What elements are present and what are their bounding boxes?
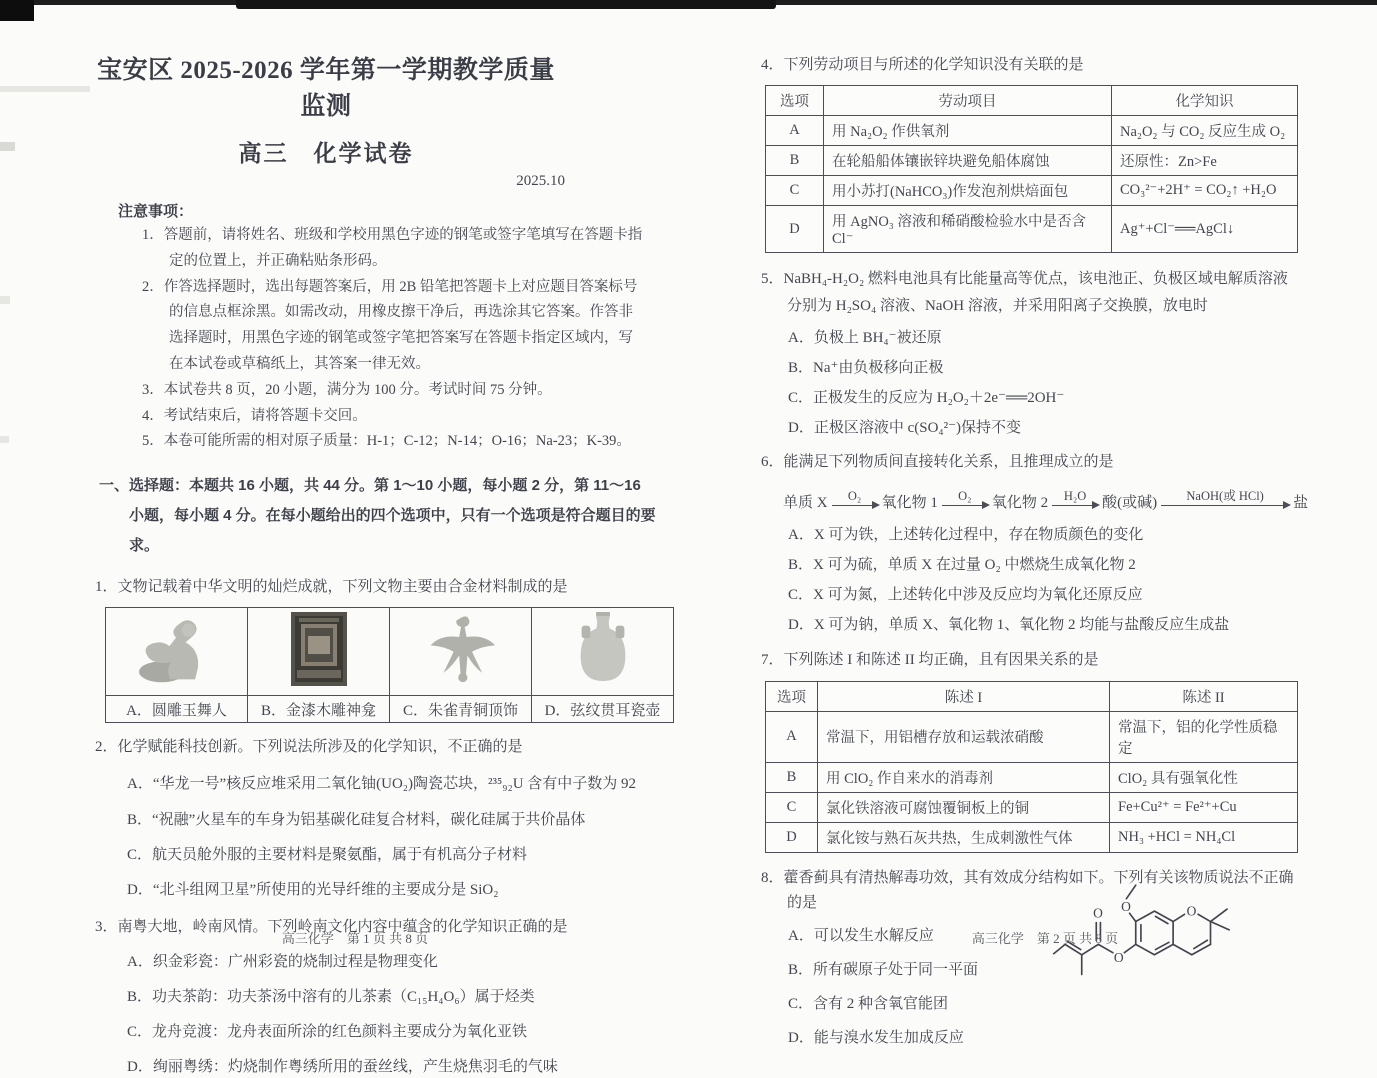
question-3-option-c: C．龙舟竞渡：龙舟表面所涂的红色颜料主要成分为氧化亚铁	[127, 1023, 528, 1040]
artifact-photo-porcelain-vase	[532, 608, 674, 696]
question-3-option-b: B．功夫茶韵：功夫茶汤中溶有的儿茶素（C₁₅H₄O₆）属于烃类	[127, 988, 535, 1005]
q7-header-statement-2: 陈述 II	[1110, 681, 1298, 711]
artifact-photo-jade-dancer	[106, 608, 248, 696]
notice-item: 5．本卷可能所需的相对原子质量：H-1；C-12；N-14；O-16；Na-23；K-39。	[142, 433, 631, 450]
q7-cell: ClO₂ 具有强氧化性	[1110, 762, 1298, 792]
question-2-option-b: B．“祝融”火星车的车身为铝基碳化硅复合材料，碳化硅属于共价晶体	[127, 811, 586, 828]
q7-cell: 用 ClO₂ 作自来水的消毒剂	[818, 762, 1110, 792]
arrow-shaft	[1052, 505, 1098, 507]
notice-title: 注意事项：	[118, 203, 194, 220]
q7-cell: 氯化铁溶液可腐蚀覆铜板上的铜	[818, 792, 1110, 822]
question-5-stem: 5．NaBH₄-H₂O₂ 燃料电池具有比能量高等优点，该电池正、负极区域电解质溶液分别为 H₂SO₄ 溶液、NaOH 溶液，并采用阳离子交换膜，放电时	[761, 271, 1288, 314]
q7-row-d	[766, 822, 1298, 852]
scan-streak	[0, 86, 90, 92]
arrow-label: O₂	[958, 489, 972, 503]
q4-cell: 用 AgNO₃ 溶液和稀硝酸检验水中是否含 Cl⁻	[824, 206, 1112, 253]
question-4-stem: 4．下列劳动项目与所述的化学知识没有关联的是	[761, 57, 1084, 73]
artifact-photo-wood-shrine	[248, 608, 390, 696]
scheme-node-salt: 盐	[1293, 495, 1309, 512]
question-2	[95, 736, 685, 900]
q7-cell: B	[766, 762, 818, 792]
question-7	[761, 649, 1300, 852]
q4-cell: 用 Na₂O₂ 作供氧剂	[824, 116, 1112, 146]
title-block	[85, 50, 567, 190]
ester-oxygen-label: O	[1113, 949, 1124, 965]
artifact-photo-bronze-bird	[390, 608, 532, 696]
q4-row-c	[766, 176, 1298, 206]
wood-shrine-image	[283, 610, 355, 688]
jade-dancer-image	[129, 611, 225, 687]
q4-header-chem-knowledge: 化学知识	[1112, 86, 1298, 116]
question-1-option-d: D．弦纹贯耳瓷壶	[532, 696, 674, 723]
q7-header-option: 选项	[766, 681, 818, 711]
notice-list	[142, 223, 647, 455]
question-6-option-d: D．X 可为钠，单质 X、氧化物 1、氧化物 2 均能与盐酸反应生成盐	[788, 617, 1230, 634]
question-1-stem: 1．文物记载着中华文明的灿烂成就，下列文物主要由合金材料制成的是	[95, 579, 568, 596]
question-8-stem: 8．藿香蓟具有清热解毒功效，其有效成分结构如下。下列有关该物质说法不正确的是	[761, 869, 1294, 911]
question-8-option-d: D．能与溴水发生加成反应	[788, 1029, 964, 1046]
question-5-option-c: C．正极发生的反应为 H₂O₂＋2e⁻══2OH⁻	[788, 389, 1065, 406]
question-6-option-c: C．X 可为氮，上述转化中涉及反应均为氧化还原反应	[788, 587, 1143, 604]
q7-header-statement-1: 陈述 I	[818, 681, 1110, 711]
scheme-node-acid-base: 酸(或碱)	[1102, 495, 1158, 512]
question-1-option-c: C．朱雀青铜顶饰	[390, 696, 532, 723]
question-2-option-c: C．航天员舱外服的主要材料是聚氨酯，属于有机高分子材料	[127, 846, 528, 863]
carbonyl-oxygen-label: O	[1093, 904, 1103, 920]
reaction-arrow	[942, 490, 988, 513]
q4-cell: B	[766, 146, 824, 176]
q4-row-a	[766, 116, 1298, 146]
scan-streak	[0, 142, 15, 151]
page-1-footer: 高三化学 第 1 页 共 8 页	[281, 931, 429, 946]
scheme-node-element-x: 单质 X	[783, 495, 828, 512]
q4-cell: Na₂O₂ 与 CO₂ 反应生成 O₂	[1112, 116, 1298, 146]
reaction-arrow	[832, 490, 878, 513]
question-5-option-b: B．Na⁺由负极移向正极	[788, 359, 944, 376]
notice-item: 4．考试结束后，请将答题卡交回。	[142, 407, 367, 424]
q4-cell: D	[766, 206, 824, 253]
q4-row-b	[766, 146, 1298, 176]
question-2-stem: 2．化学赋能科技创新。下列说法所涉及的化学知识，不正确的是	[95, 739, 523, 756]
q7-row-a	[766, 711, 1298, 762]
arrow-shaft	[1161, 505, 1289, 507]
question-4	[761, 54, 1300, 253]
q4-cell: Ag⁺+Cl⁻══AgCl↓	[1112, 206, 1298, 253]
q4-cell: A	[766, 116, 824, 146]
q7-row-c	[766, 792, 1298, 822]
arrow-label: O₂	[847, 489, 862, 503]
reaction-arrow	[1161, 490, 1289, 513]
exam-page-2	[755, 46, 1309, 1049]
page-2-footer: 高三化学 第 2 页 共 8 页	[971, 931, 1119, 946]
notice-item: 2．作答选择题时，选出每题答案后，用 2B 铅笔把答题卡上对应题目答案标号的信息点框涂黑。如需改动，用橡皮擦干净后，再选涂其它答案。作答非选择题时，用黑色字迹的钢笔或签字笔把答案写在答题卡指定区域内，写在本试卷或草稿纸上，其答案一律无效。	[142, 278, 638, 372]
scan-streak	[0, 436, 9, 443]
question-1	[95, 576, 685, 723]
q7-cell: C	[766, 792, 818, 822]
question-5-option-a: A．负极上 BH₄⁻被还原	[788, 329, 942, 346]
q7-cell: D	[766, 822, 818, 852]
exam-subtitle: 高三 化学试卷	[238, 141, 414, 166]
scan-corner-mark	[0, 0, 34, 21]
notice-item: 1．答题前，请将姓名、班级和学校用黑色字迹的钢笔或签字笔填写在答题卡指定的位置上，并正确粘贴条形码。	[142, 227, 643, 269]
scan-edge-bar-dark-segment	[236, 0, 776, 9]
q4-cell: C	[766, 176, 824, 206]
question-8-option-b: B．所有碳原子处于同一平面	[788, 961, 979, 978]
bronze-bird-image	[415, 611, 507, 687]
notice-item: 3．本试卷共 8 页，20 小题，满分为 100 分。考试时间 75 分钟。	[142, 381, 552, 398]
arrow-shaft	[942, 505, 988, 507]
question-6-option-a: A．X 可为铁，上述转化过程中，存在物质颜色的变化	[788, 527, 1144, 544]
scheme-node-oxide-1: 氧化物 1	[881, 495, 938, 512]
q4-cell: 用小苏打(NaHCO₃)作发泡剂烘焙面包	[824, 176, 1112, 206]
exam-date: 2025.10	[516, 173, 565, 189]
q4-cell: 在轮船船体镶嵌锌块避免船体腐蚀	[824, 146, 1112, 176]
methoxy-oxygen-label: O	[1121, 898, 1131, 914]
q4-row-d	[766, 206, 1298, 253]
question-8	[761, 866, 1300, 1049]
question-4-table	[765, 85, 1298, 253]
question-5	[761, 266, 1300, 439]
exam-title: 宝安区 2025-2026 学年第一学期教学质量监测	[97, 57, 555, 120]
question-7-stem: 7．下列陈述 I 和陈述 II 均正确，且有因果关系的是	[761, 652, 1099, 669]
q4-cell: 还原性：Zn>Fe	[1112, 146, 1298, 176]
scan-streak	[0, 296, 10, 304]
q7-cell: A	[766, 711, 818, 762]
question-6	[761, 451, 1309, 637]
q4-cell: CO₃²⁻+2H⁺ = CO₂↑ +H₂O	[1112, 176, 1298, 206]
section-header-multiple-choice: 一、选择题：本题共 16 小题，共 44 分。第 1～10 小题，每小题 2 分，第 11～16 小题，每小题 4 分。在每小题给出的四个选项中，只有一个选项是符合题目的要求。	[99, 477, 656, 555]
arrow-label: H₂O	[1063, 489, 1087, 503]
scheme-node-oxide-2: 氧化物 2	[991, 495, 1049, 512]
question-1-artifact-table	[105, 607, 674, 723]
arrow-label: NaOH(或 HCl)	[1186, 489, 1264, 503]
question-1-option-a: A．圆雕玉舞人	[106, 696, 248, 723]
question-3-option-d: D．绚丽粤绣：灼烧制作粤绣所用的蚕丝线，产生烧焦羽毛的气味	[127, 1058, 558, 1075]
q7-cell: 常温下，用铝槽存放和运载浓硝酸	[818, 711, 1110, 762]
question-7-table	[765, 681, 1298, 853]
porcelain-vase-image	[568, 610, 638, 688]
q7-cell: 常温下，铝的化学性质稳定	[1110, 711, 1298, 762]
question-3-stem: 3．南粤大地，岭南风情。下列岭南文化内容中蕴含的化学知识正确的是	[95, 918, 568, 935]
q7-row-b	[766, 762, 1298, 792]
question-6-reaction-scheme	[783, 489, 1309, 513]
q7-cell: NH₃ +HCl = NH₄Cl	[1110, 822, 1298, 852]
question-8-option-c: C．含有 2 种含氧官能团	[788, 995, 949, 1012]
reaction-arrow	[1052, 490, 1098, 513]
exam-page-1	[85, 50, 685, 1078]
ring-oxygen-label: O	[1186, 902, 1197, 918]
question-1-option-b: B．金漆木雕神龛	[248, 696, 390, 723]
question-8-option-a: A．可以发生水解反应	[788, 927, 934, 944]
arrow-shaft	[832, 505, 878, 507]
q7-cell: Fe+Cu²⁺ = Fe²⁺+Cu	[1110, 792, 1298, 822]
q4-header-option: 选项	[766, 86, 824, 116]
question-2-option-a: A．“华龙一号”核反应堆采用二氧化铀(UO₂)陶瓷芯块，²³⁵₉₂U 含有中子数为 92	[127, 775, 637, 792]
question-2-option-d: D．“北斗组网卫星”所使用的光导纤维的主要成分是 SiO₂	[127, 881, 499, 898]
q7-cell: 氯化铵与熟石灰共热，生成刺激性气体	[818, 822, 1110, 852]
q4-header-labor-item: 劳动项目	[824, 86, 1112, 116]
question-6-stem: 6．能满足下列物质间直接转化关系，且推理成立的是	[761, 453, 1114, 470]
question-6-option-b: B．X 可为硫，单质 X 在过量 O₂ 中燃烧生成氧化物 2	[788, 557, 1136, 574]
question-5-option-d: D．正极区溶液中 c(SO₄²⁻)保持不变	[788, 419, 1022, 436]
question-3-option-a: A．织金彩瓷：广州彩瓷的烧制过程是物理变化	[127, 953, 438, 970]
